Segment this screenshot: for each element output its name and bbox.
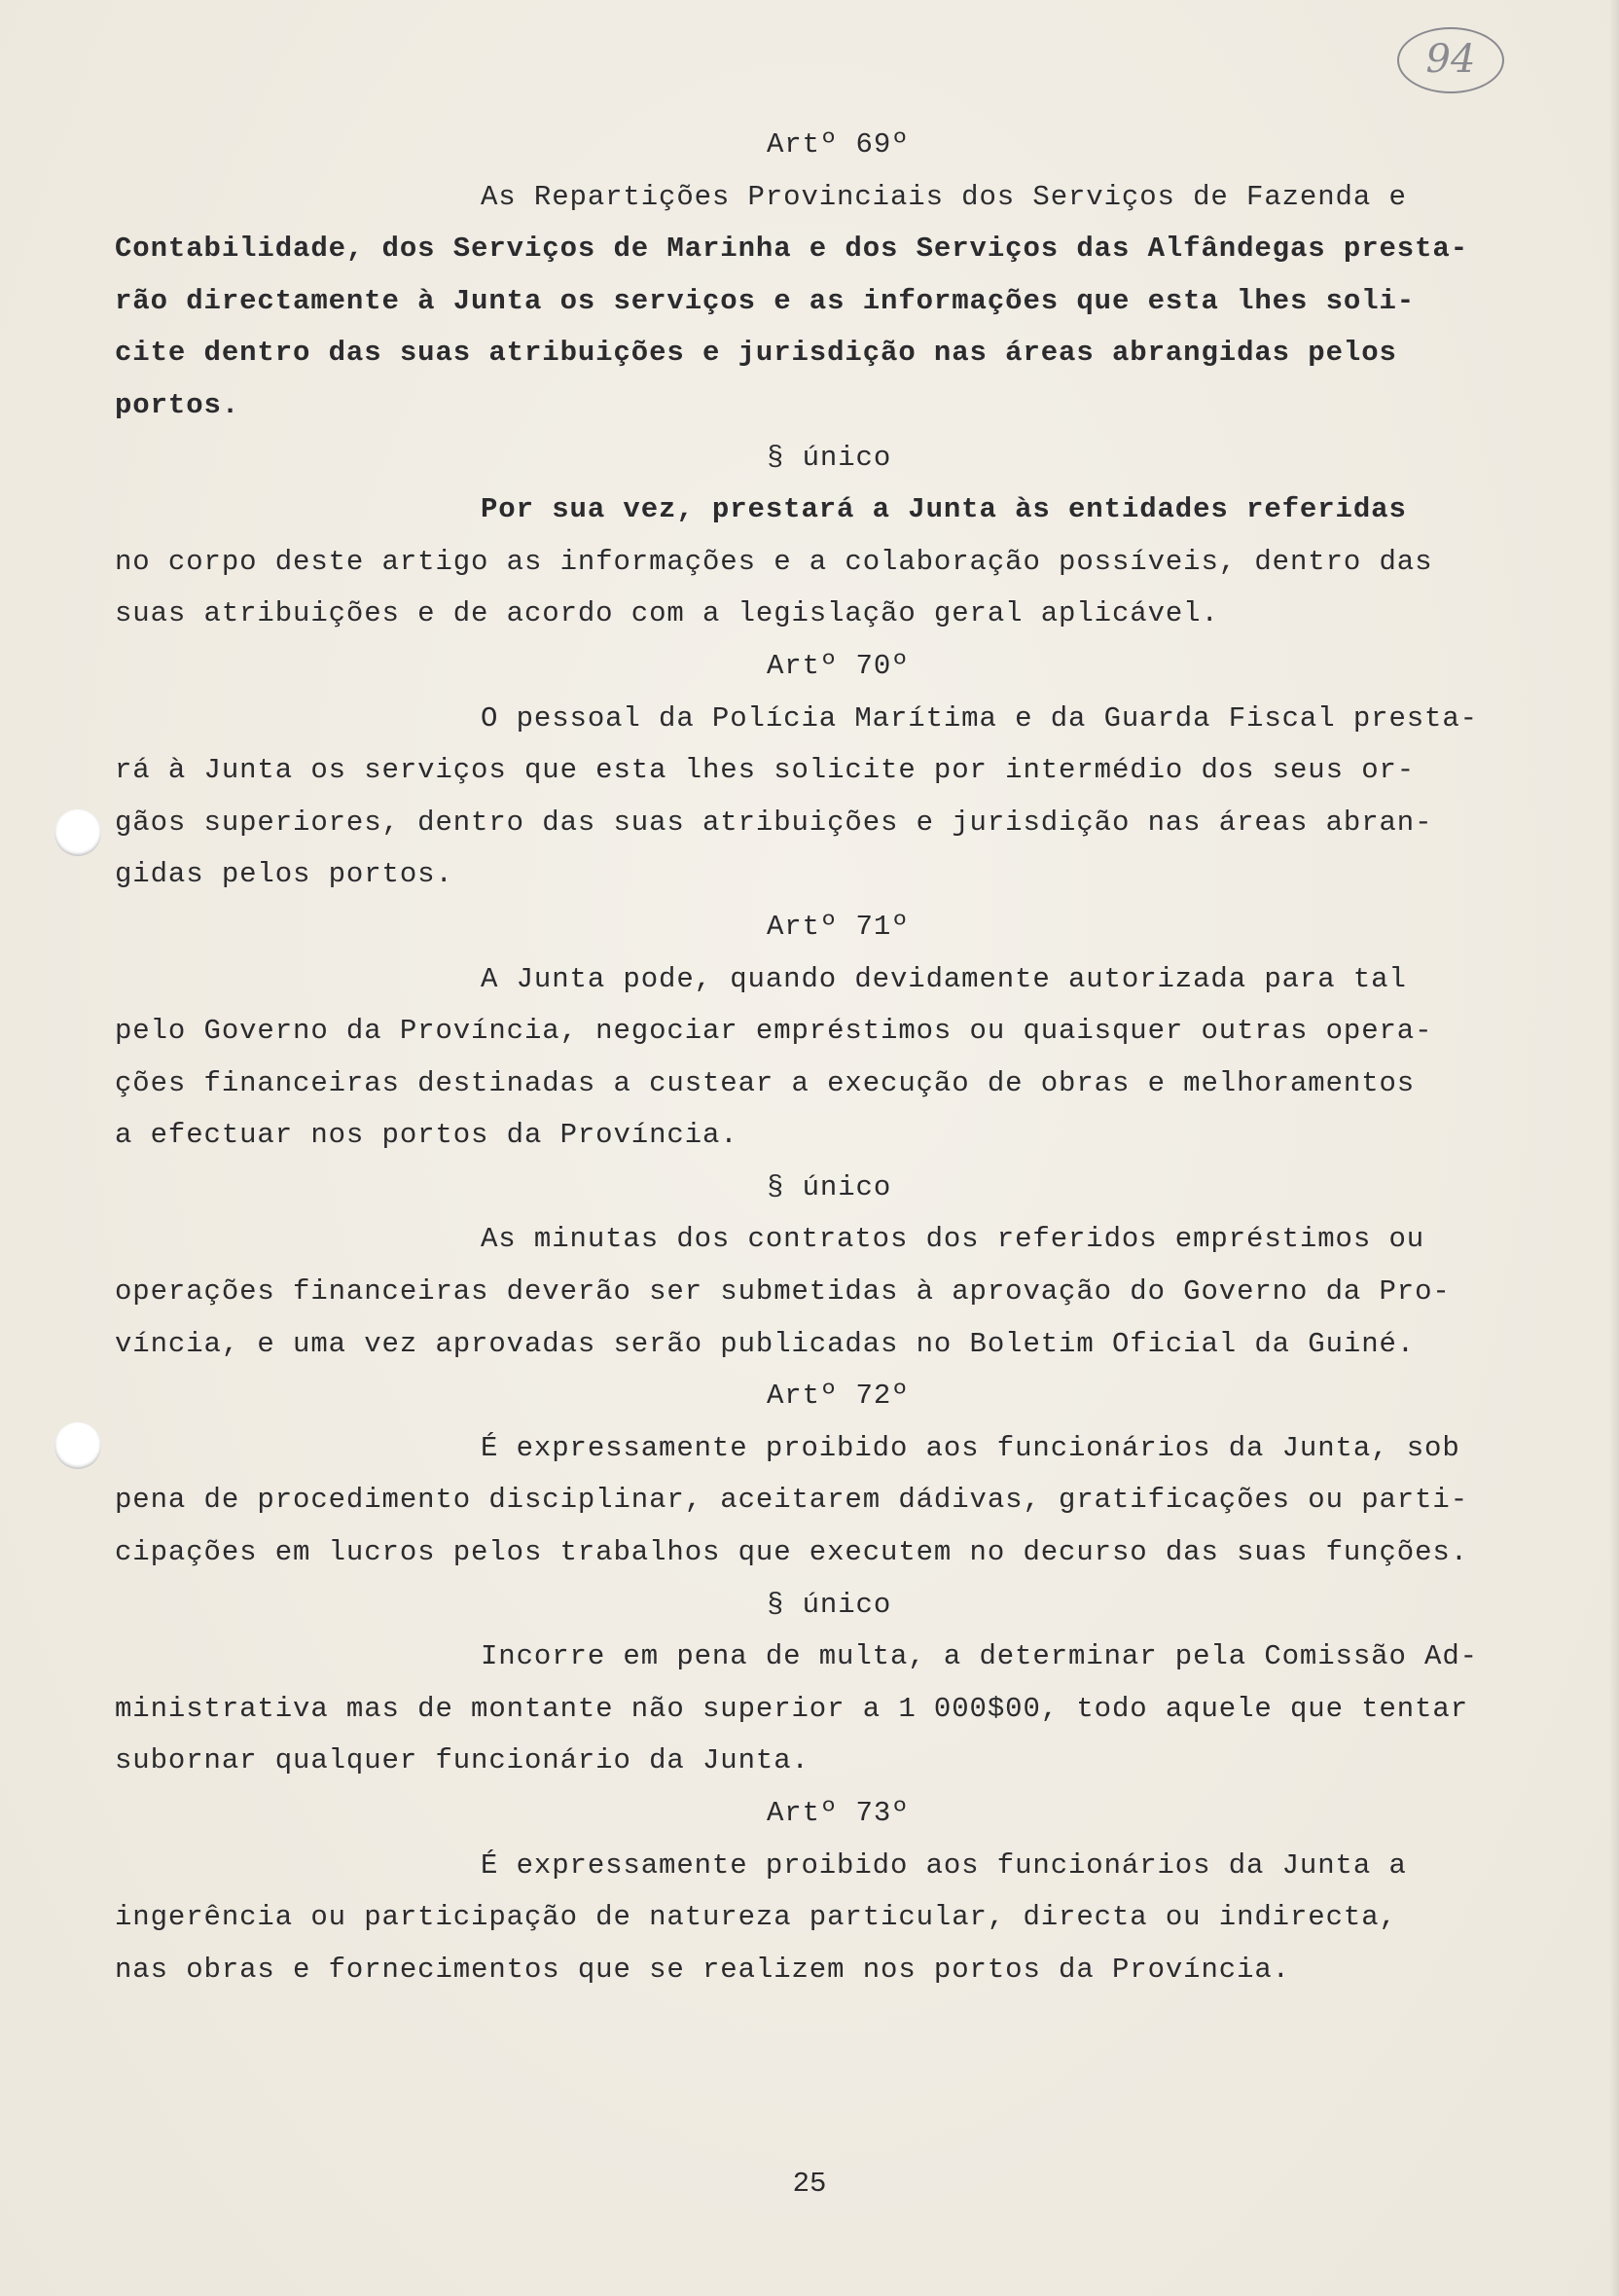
article-72 bbox=[115, 1370, 1594, 1787]
article-text-line: a efectuar nos portos da Província. bbox=[115, 1119, 738, 1152]
paragraph-unico-heading: § único bbox=[767, 1170, 892, 1203]
article-text-line: subornar qualquer funcionário da Junta. bbox=[115, 1744, 810, 1777]
paragraph-unico-heading: § único bbox=[767, 441, 892, 474]
article-text-line: As Repartições Provinciais dos Serviços de Fazenda e bbox=[481, 180, 1407, 213]
article-text-line: É expressamente proibido aos funcionários da Junta a bbox=[481, 1848, 1407, 1882]
article-text-line: nas obras e fornecimentos que se realizem nos portos da Província. bbox=[115, 1953, 1290, 1986]
article-text-line: O pessoal da Polícia Marítima e da Guarda Fiscal presta- bbox=[481, 701, 1478, 735]
paragraph-unico-heading: § único bbox=[767, 1588, 892, 1621]
article-text-line: operações financeiras deverão ser submetidas à aprovação do Governo da Pro- bbox=[115, 1275, 1451, 1309]
article-text-line: suas atribuições e de acordo com a legislação geral aplicável. bbox=[115, 597, 1219, 630]
article-text-line: É expressamente proibido aos funcionários da Junta, sob bbox=[481, 1431, 1460, 1464]
article-69 bbox=[115, 119, 1594, 640]
article-text-line: Incorre em pena de multa, a determinar pela Comissão Ad- bbox=[481, 1640, 1478, 1673]
article-text-line: pelo Governo da Província, negociar empréstimos ou quaisquer outras opera- bbox=[115, 1015, 1433, 1048]
article-text-line: cite dentro das suas atribuições e jurisdição nas áreas abrangidas pelos bbox=[115, 337, 1397, 370]
article-text-line: portos. bbox=[115, 388, 240, 421]
article-text-line: cipações em lucros pelos trabalhos que executem no decurso das suas funções. bbox=[115, 1536, 1469, 1569]
article-text-line: As minutas dos contratos dos referidos empréstimos ou bbox=[481, 1223, 1425, 1256]
article-text-line: gãos superiores, dentro das suas atribuições e jurisdição nas áreas abran- bbox=[115, 806, 1433, 839]
article-text-line: gidas pelos portos. bbox=[115, 858, 453, 891]
article-text-line: no corpo deste artigo as informações e a colaboração possíveis, dentro das bbox=[115, 545, 1433, 578]
punch-hole-bottom bbox=[54, 1422, 101, 1469]
article-text-line: ções financeiras destinadas a custear a execução de obras e melhoramentos bbox=[115, 1066, 1416, 1099]
article-text-line: rão directamente à Junta os serviços e as informações que esta lhes soli- bbox=[115, 284, 1416, 317]
article-70 bbox=[115, 640, 1594, 901]
article-text-line: Por sua vez, prestará a Junta às entidades referidas bbox=[481, 493, 1407, 526]
folio-stamp: 94 bbox=[1397, 27, 1504, 93]
article-text-line: rá à Junta os serviços que esta lhes solicite por intermédio dos seus or- bbox=[115, 754, 1416, 787]
article-text-line: víncia, e uma vez aprovadas serão publicadas no Boletim Oficial da Guiné. bbox=[115, 1327, 1416, 1360]
article-71 bbox=[115, 901, 1594, 1370]
article-heading: Artº 71º bbox=[767, 910, 910, 943]
document-body bbox=[115, 119, 1594, 1995]
article-text-line: ministrativa mas de montante não superior a 1 000$00, todo aquele que tentar bbox=[115, 1692, 1469, 1725]
article-heading: Artº 70º bbox=[767, 649, 910, 682]
article-text-line: ingerência ou participação de natureza particular, directa ou indirecta, bbox=[115, 1901, 1397, 1934]
article-heading: Artº 72º bbox=[767, 1380, 910, 1413]
page-edge-shadow bbox=[1609, 0, 1619, 2296]
article-heading: Artº 73º bbox=[767, 1797, 910, 1829]
article-heading: Artº 69º bbox=[767, 128, 910, 161]
article-text-line: Contabilidade, dos Serviços de Marinha e dos Serviços das Alfândegas presta- bbox=[115, 233, 1469, 266]
article-text-line: A Junta pode, quando devidamente autorizada para tal bbox=[481, 962, 1407, 995]
article-73 bbox=[115, 1787, 1594, 1995]
punch-hole-top bbox=[54, 809, 101, 856]
article-text-line: pena de procedimento disciplinar, aceitarem dádivas, gratificações ou parti- bbox=[115, 1484, 1469, 1517]
page-number: 25 bbox=[792, 2168, 827, 2200]
